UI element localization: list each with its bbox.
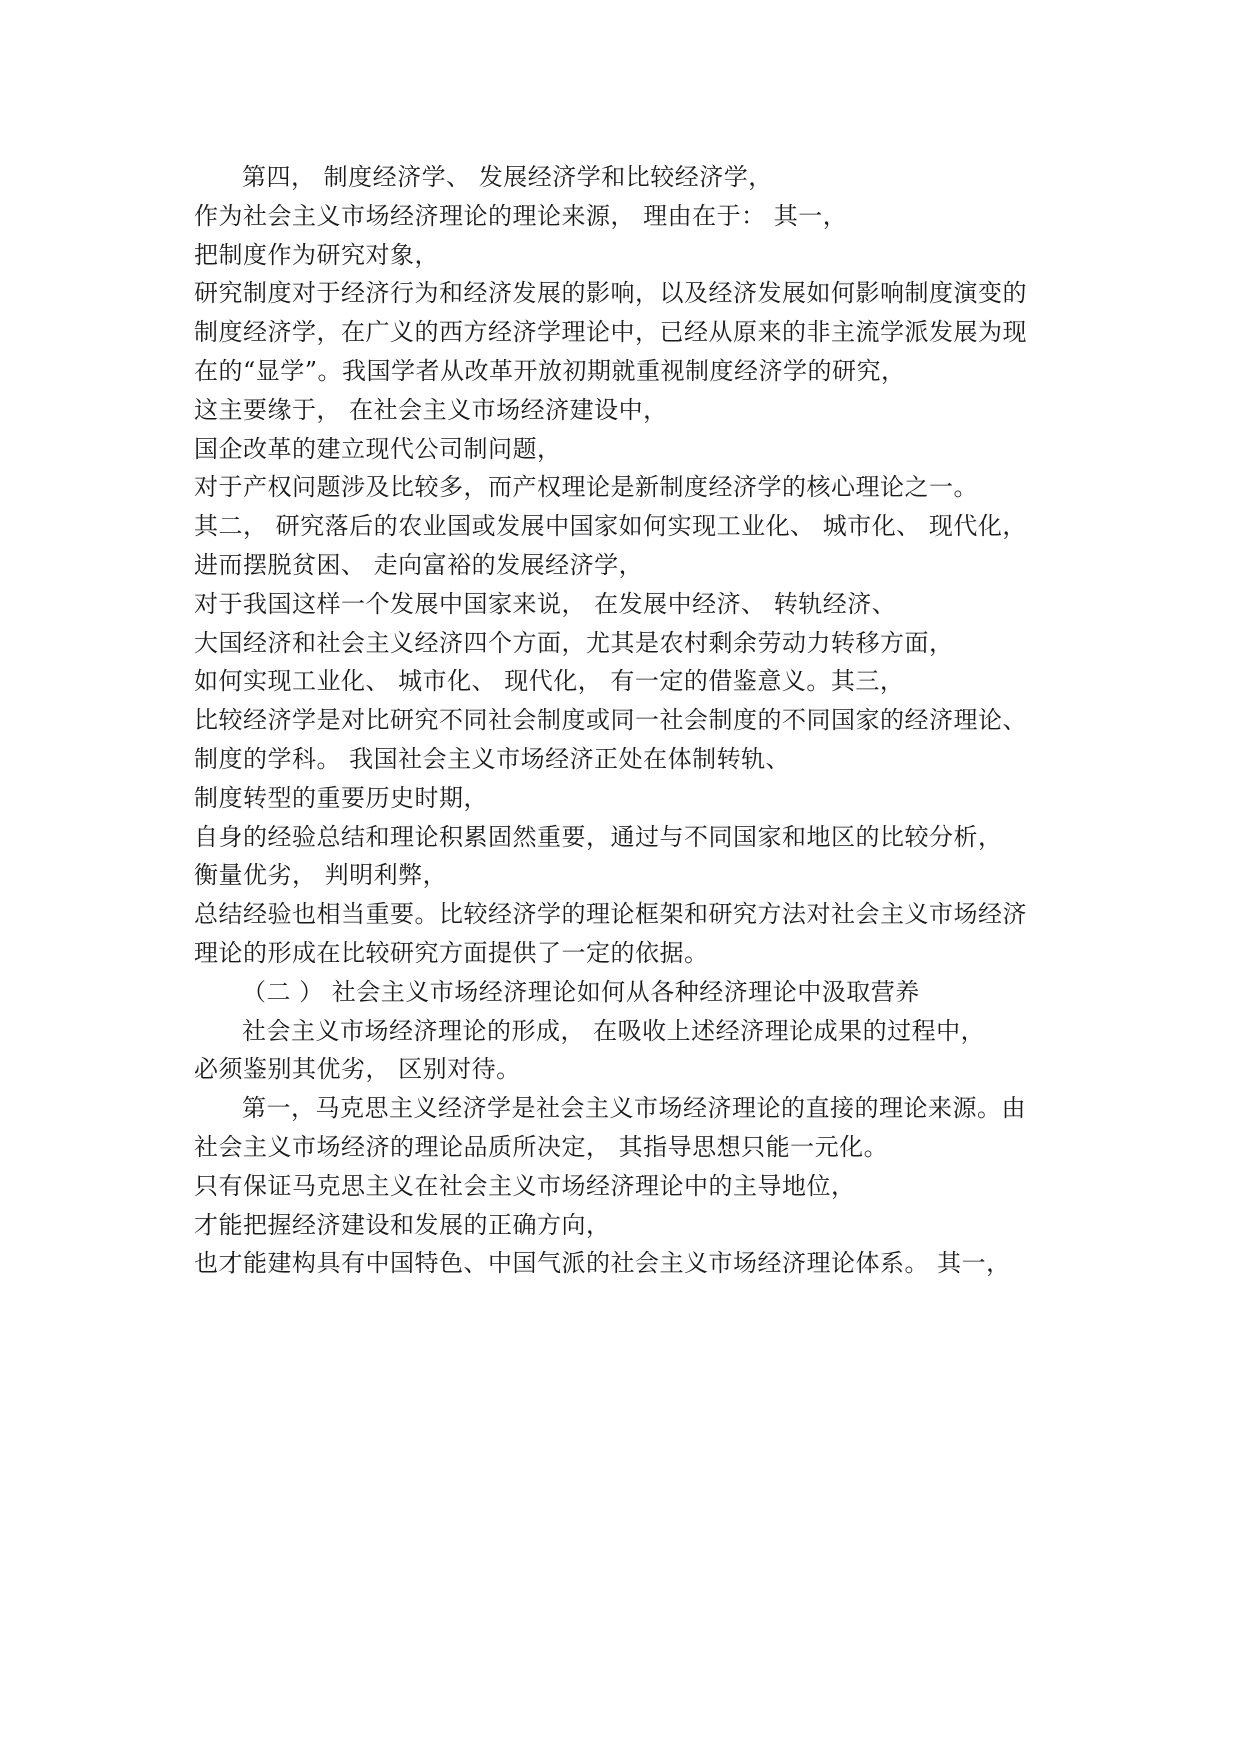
text-line: 第一，马克思主义经济学是社会主义市场经济理论的直接的理论来源。由 <box>242 1094 1026 1123</box>
text-line: 把制度作为研究对象， <box>194 240 439 269</box>
text-line: 才能把握经济建设和发展的正确方向， <box>194 1210 611 1239</box>
text-line: 作为社会主义市场经济理论的理论来源， 理由在于： 其一， <box>194 201 848 230</box>
text-line: 如何实现工业化、 城市化、 现代化， 有一定的借鉴意义。其三， <box>194 667 905 696</box>
text-line: 比较经济学是对比研究不同社会制度或同一社会制度的不同国家的经济理论、 <box>194 706 1027 735</box>
text-line: 进而摆脱贫困、 走向富裕的发展经济学， <box>194 550 644 579</box>
text-line: 制度转型的重要历史时期， <box>194 783 488 812</box>
text-line: 制度经济学，在广义的西方经济学理论中，已经从原来的非主流学派发展为现 <box>194 318 1027 347</box>
text-line: 国企改革的建立现代公司制问题， <box>194 434 562 463</box>
text-line: （二 ） 社会主义市场经济理论如何从各种经济理论中汲取营养 <box>242 977 920 1006</box>
text-line: 总结经验也相当重要。比较经济学的理论框架和研究方法对社会主义市场经济 <box>194 900 1027 929</box>
text-line: 只有保证马克思主义在社会主义市场经济理论中的主导地位， <box>194 1171 856 1200</box>
text-line: 对于我国这样一个发展中国家来说， 在发展中经济、 转轨经济、 <box>194 589 897 618</box>
text-line: 制度的学科。 我国社会主义市场经济正处在体制转轨、 <box>194 744 791 773</box>
text-line: 社会主义市场经济的理论品质所决定， 其指导思想只能一元化。 <box>194 1132 889 1161</box>
text-line: 大国经济和社会主义经济四个方面，尤其是农村剩余劳动力转移方面， <box>194 628 954 657</box>
text-line: 其二， 研究落后的农业国或发展中国家如何实现工业化、 城市化、 现代化， <box>194 512 1027 541</box>
text-line: 研究制度对于经济行为和经济发展的影响，以及经济发展如何影响制度演变的 <box>194 279 1027 308</box>
text-line: 对于产权问题涉及比较多，而产权理论是新制度经济学的核心理论之一。 <box>194 473 978 502</box>
text-line: 在的“显学”。我国学者从改革开放初期就重视制度经济学的研究， <box>194 356 906 385</box>
text-line: 也才能建构具有中国特色、中国气派的社会主义市场经济理论体系。 其一， <box>194 1249 1011 1278</box>
text-line: 衡量优劣， 判明利弊， <box>194 861 448 890</box>
text-line: 自身的经验总结和理论积累固然重要，通过与不同国家和地区的比较分析， <box>194 822 1003 851</box>
text-line: 第四， 制度经济学、 发展经济学和比较经济学， <box>242 163 773 191</box>
text-line: 社会主义市场经济理论的形成， 在吸收上述经济理论成果的过程中， <box>242 1016 986 1045</box>
text-line: 这主要缘于， 在社会主义市场经济建设中， <box>194 395 668 424</box>
text-line: 必须鉴别其优劣， 区别对待。 <box>194 1055 521 1084</box>
body-text <box>194 158 1074 1283</box>
text-line: 理论的形成在比较研究方面提供了一定的依据。 <box>194 938 709 967</box>
